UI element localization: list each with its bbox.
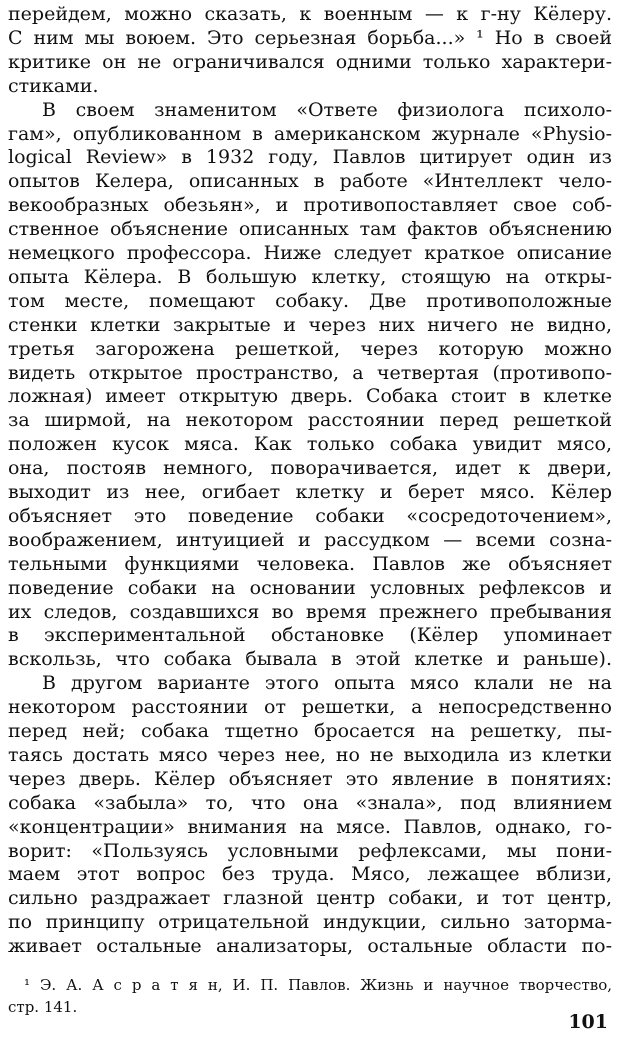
- text-line: вскользь, что собака бывала в этой клетке и раньше).: [8, 648, 612, 671]
- text-line: за ширмой, на некотором расстоянии перед решеткой: [8, 409, 612, 432]
- text-line: выходит из нее, огибает клетку и берет мясо. Кёлер: [8, 481, 612, 503]
- text-line: ственное объяснение описанных там фактов объяснению: [8, 218, 612, 241]
- paragraph-first-line: В своем знаменитом «Ответе физиолога психоло-: [42, 98, 612, 121]
- text-line: С ним мы воюем. Это серьезная борьба...» ¹ Но в своей: [8, 26, 612, 49]
- text-line: немецкого профессора. Ниже следует краткое описание: [8, 242, 612, 264]
- text-line: собака «забыла» то, что она «знала», под влиянием: [8, 791, 612, 814]
- text-line: стенки клетки закрытые и через них ничего не видно,: [8, 313, 612, 336]
- book-page: [8, 0, 612, 1043]
- text-line: ворит: «Пользуясь условными рефлексами, мы пони-: [8, 839, 612, 862]
- text-line: в экспериментальной обстановке (Кёлер упоминает: [8, 624, 612, 647]
- text-line: положен кусок мяса. Как только собака увидит мясо,: [8, 433, 612, 456]
- text-line: перейдем, можно сказать, к военным — к г-ну Кёлеру.: [8, 3, 612, 25]
- text-line: опытов Келера, описанных в работе «Интеллект чело-: [8, 170, 612, 193]
- text-line: тельными функциями человека. Павлов же объясняет: [8, 552, 612, 575]
- text-line: том месте, помещают собаку. Две противоположные: [8, 289, 612, 312]
- text-line: видеть открытое пространство, а четвертая (противопо-: [8, 361, 612, 384]
- text-line: гам», опубликованном в американском журнале «Physio-: [8, 122, 612, 145]
- text-line: таясь достать мясо через нее, но не выходила из клетки: [8, 743, 612, 766]
- text-line: их следов, создавшихся во время прежнего пребывания: [8, 600, 612, 623]
- text-line: воображением, интуицией и рассудком — всеми созна-: [8, 528, 612, 551]
- text-line: сильно раздражает глазной центр собаки, и тот центр,: [8, 887, 612, 910]
- text-line: по принципу отрицательной индукции, сильно заторма-: [8, 911, 612, 934]
- text-line: через дверь. Кёлер объясняет это явление в понятиях:: [8, 767, 612, 790]
- text-line: поведение собаки на основании условных рефлексов и: [8, 576, 612, 599]
- text-line: стиками.: [8, 74, 99, 97]
- text-line: «концентрации» внимания на мясе. Павлов, однако, го-: [8, 815, 612, 838]
- text-line: ложная) имеет открытую дверь. Собака стоит в клетке: [8, 385, 612, 408]
- text-line: объясняет это поведение собаки «сосредоточением»,: [8, 504, 612, 527]
- text-line: некотором расстоянии от решетки, а непосредственно: [8, 696, 612, 719]
- text-line: опыта Кёлера. В большую клетку, стоящую на откры-: [8, 265, 612, 288]
- text-line: маем этот вопрос без труда. Мясо, лежащее вблизи,: [8, 863, 612, 886]
- text-line: третья загорожена решеткой, через которую можно: [8, 337, 612, 360]
- text-line: живает остальные анализаторы, остальные области по-: [8, 935, 612, 958]
- page-number: 101: [568, 1011, 608, 1033]
- footnote-line: стр. 141.: [8, 998, 78, 1016]
- footnote-line: ¹ Э. А. А с р а т я н, И. П. Павлов. Жизнь и научное творчество,: [24, 976, 612, 994]
- text-line: перед ней; собака тщетно бросается на решетку, пы-: [8, 720, 612, 742]
- text-line: logical Review» в 1932 году, Павлов цитирует один из: [8, 146, 612, 169]
- paragraph-first-line: В другом варианте этого опыта мясо клали не на: [42, 672, 612, 695]
- text-line: она, постояв немного, поворачивается, идет к двери,: [8, 457, 612, 480]
- text-line: векообразных обезьян», и противопоставляет свое соб-: [8, 194, 612, 217]
- text-line: критике он не ограничивался одними только характери-: [8, 50, 612, 73]
